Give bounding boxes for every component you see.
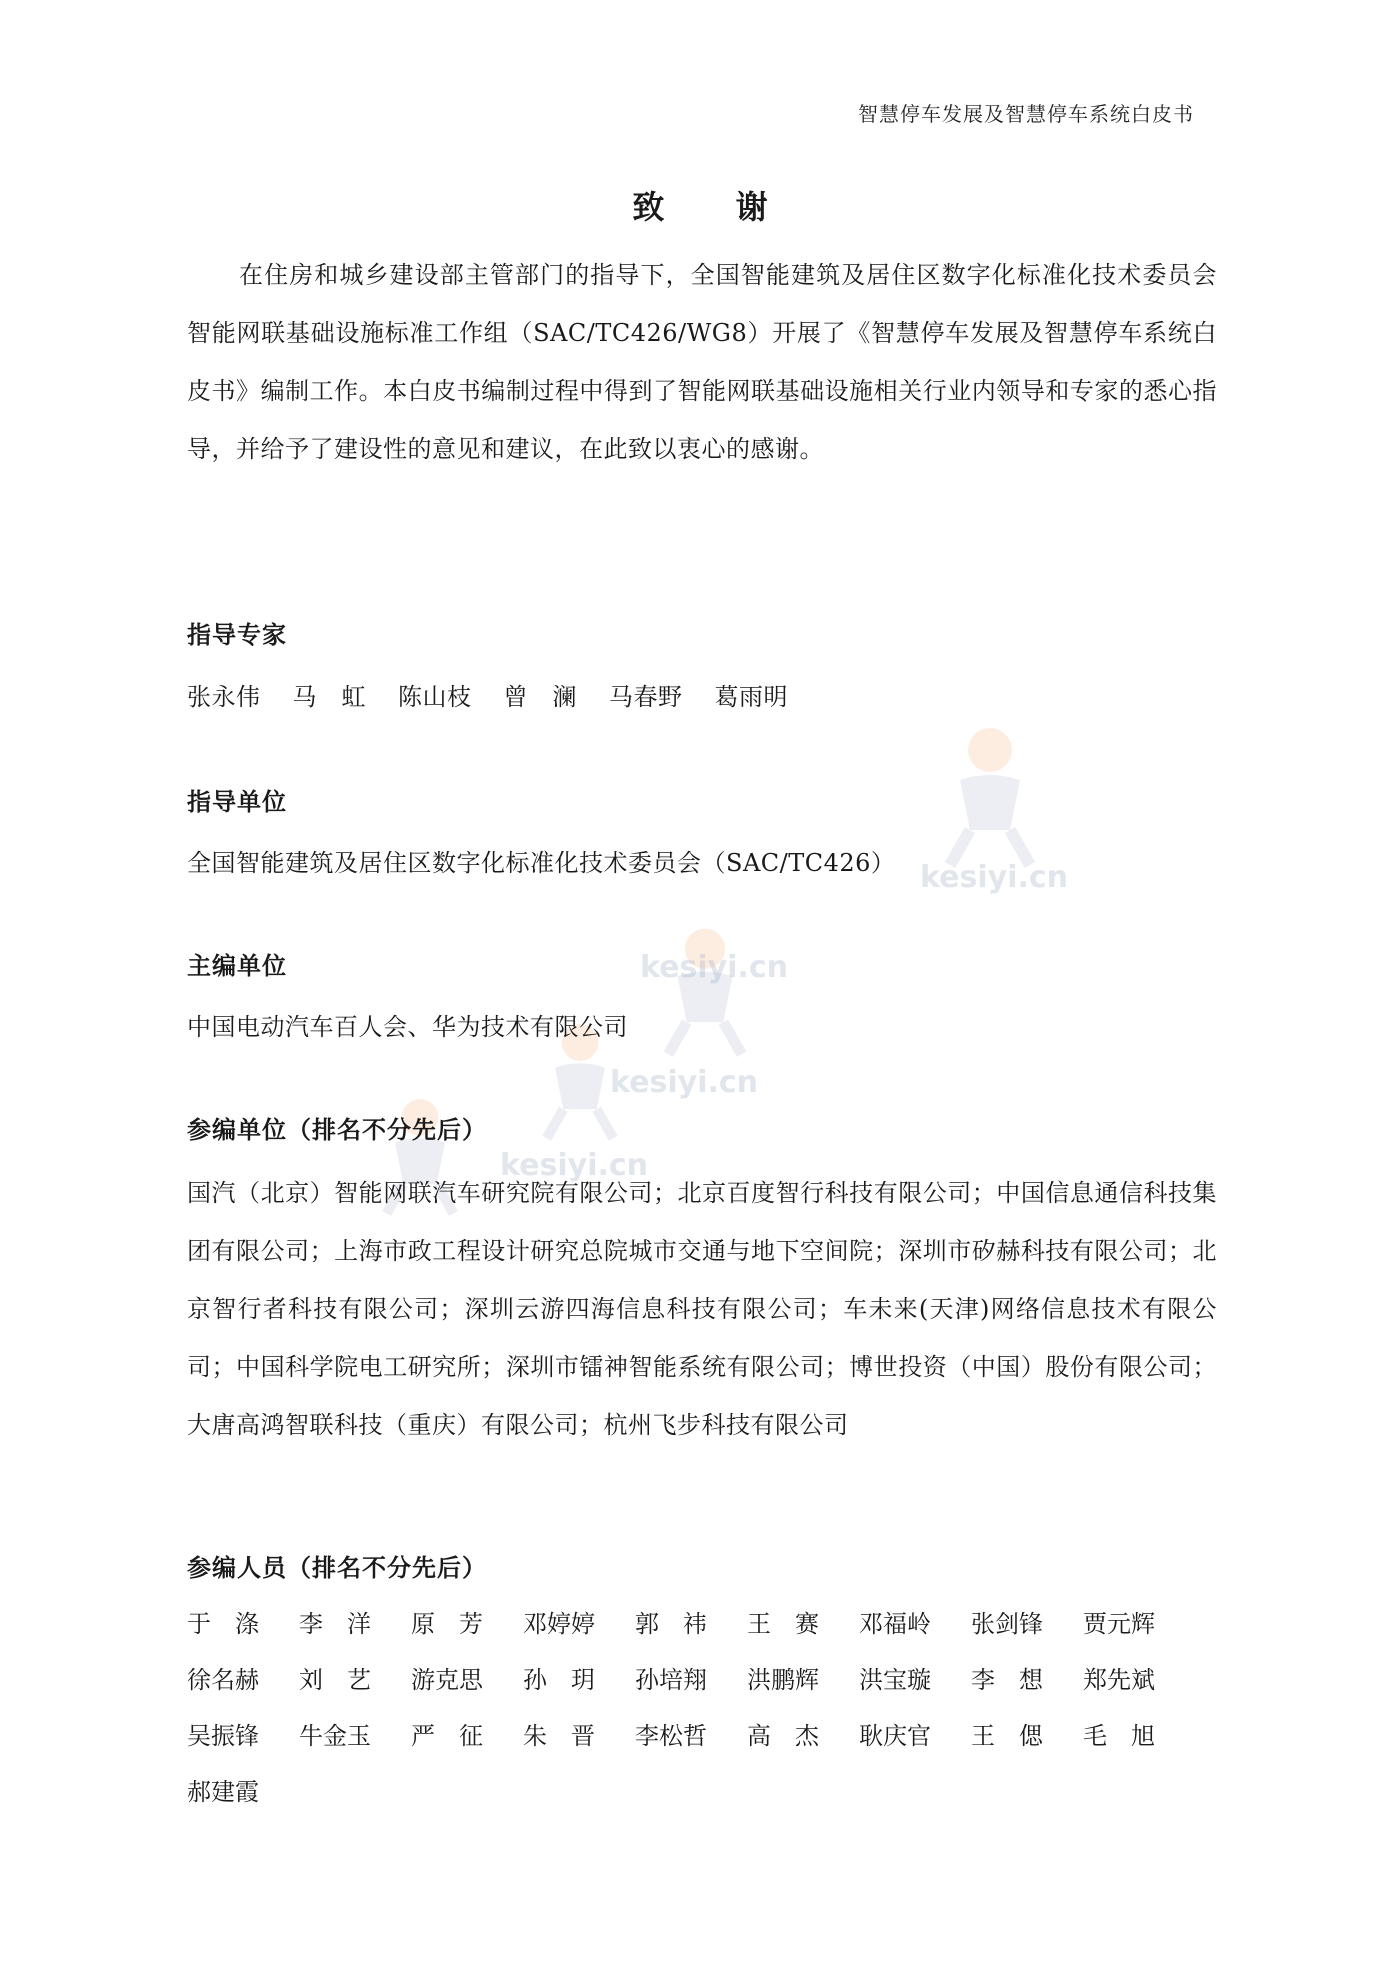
participant-name: 于 涤 bbox=[187, 1610, 259, 1638]
expert-name: 马春野 bbox=[609, 683, 683, 711]
participant-name: 洪鹏辉 bbox=[747, 1666, 819, 1694]
expert-name: 马 虹 bbox=[292, 683, 366, 711]
participant-name: 游克思 bbox=[411, 1666, 483, 1694]
participating-units-text: 国汽（北京）智能网联汽车研究院有限公司；北京百度智行科技有限公司；中国信息通信科技集团有限公司；上海市政工程设计研究总院城市交通与地下空间院；深圳市矽赫科技有限公司；北京智行者科技有限公司；深圳云游四海信息科技有限公司；车未来(天津)网络信息技术有限公司；中国科学院电工研究所；深圳市镭神智能系统有限公司；博世投资（中国）股份有限公司；大唐高鸿智联科技（重庆）有限公司；杭州飞步科技有限公司 bbox=[187, 1179, 1217, 1439]
participant-name: 严 征 bbox=[411, 1722, 483, 1750]
guiding-unit-text: 全国智能建筑及居住区数字化标准化技术委员会（SAC/TC426） bbox=[187, 849, 896, 877]
participant-name: 郭 祎 bbox=[635, 1610, 707, 1638]
participant-name: 郑先斌 bbox=[1083, 1666, 1155, 1694]
expert-name: 曾 澜 bbox=[503, 683, 577, 711]
participant-name: 刘 艺 bbox=[299, 1666, 371, 1694]
expert-name: 陈山枝 bbox=[398, 683, 472, 711]
participant-name: 毛 旭 bbox=[1083, 1722, 1155, 1750]
page-title: 致 谢 bbox=[632, 188, 798, 226]
participant-name: 耿庆官 bbox=[859, 1722, 931, 1750]
watermark-text: kesiyi.cn bbox=[920, 860, 1069, 895]
section-heading-guiding-unit: 指导单位 bbox=[187, 788, 287, 816]
participant-name: 吴振锋 bbox=[187, 1722, 259, 1750]
participants-list bbox=[187, 1602, 1247, 1814]
participant-name: 孙 玥 bbox=[523, 1666, 595, 1694]
participant-name: 洪宝璇 bbox=[859, 1666, 931, 1694]
running-header: 智慧停车发展及智慧停车系统白皮书 bbox=[858, 102, 1194, 126]
watermark-text: kesiyi.cn bbox=[640, 950, 789, 985]
watermark-text: kesiyi.cn bbox=[610, 1065, 759, 1100]
section-heading-experts: 指导专家 bbox=[187, 621, 287, 649]
participant-name: 牛金玉 bbox=[299, 1722, 371, 1750]
section-heading-participating-units: 参编单位（排名不分先后） bbox=[187, 1116, 487, 1144]
participant-name: 李 洋 bbox=[299, 1610, 371, 1638]
participant-name: 邓福岭 bbox=[859, 1610, 931, 1638]
participant-name: 朱 晋 bbox=[523, 1722, 595, 1750]
experts-list bbox=[187, 668, 1217, 726]
watermark-text: kesiyi.cn bbox=[500, 1148, 649, 1183]
participant-name: 李 想 bbox=[971, 1666, 1043, 1694]
participant-name: 邓婷婷 bbox=[523, 1610, 595, 1638]
section-heading-chief-editor: 主编单位 bbox=[187, 952, 287, 980]
participant-name: 王 偲 bbox=[971, 1722, 1043, 1750]
participant-name: 王 赛 bbox=[747, 1610, 819, 1638]
intro-paragraph: 在住房和城乡建设部主管部门的指导下，全国智能建筑及居住区数字化标准化技术委员会智能网联基础设施标准工作组（SAC/TC426/WG8）开展了《智慧停车发展及智慧停车系统白皮书》编制工作。本白皮书编制过程中得到了智能网联基础设施相关行业内领导和专家的悉心指导，并给予了建设性的意见和建议，在此致以衷心的感谢。 bbox=[187, 261, 1217, 463]
participant-name: 孙培翔 bbox=[635, 1666, 707, 1694]
participant-name: 李松哲 bbox=[635, 1722, 707, 1750]
participant-name: 徐名赫 bbox=[187, 1666, 259, 1694]
participant-name: 贾元辉 bbox=[1083, 1610, 1155, 1638]
participant-name: 原 芳 bbox=[411, 1610, 483, 1638]
expert-name: 张永伟 bbox=[187, 683, 261, 711]
participant-name: 郝建霞 bbox=[187, 1778, 259, 1806]
participant-name: 张剑锋 bbox=[971, 1610, 1043, 1638]
chief-editor-text: 中国电动汽车百人会、华为技术有限公司 bbox=[187, 1013, 628, 1041]
participant-name: 高 杰 bbox=[747, 1722, 819, 1750]
section-heading-participants: 参编人员（排名不分先后） bbox=[187, 1554, 487, 1582]
expert-name: 葛雨明 bbox=[714, 683, 788, 711]
